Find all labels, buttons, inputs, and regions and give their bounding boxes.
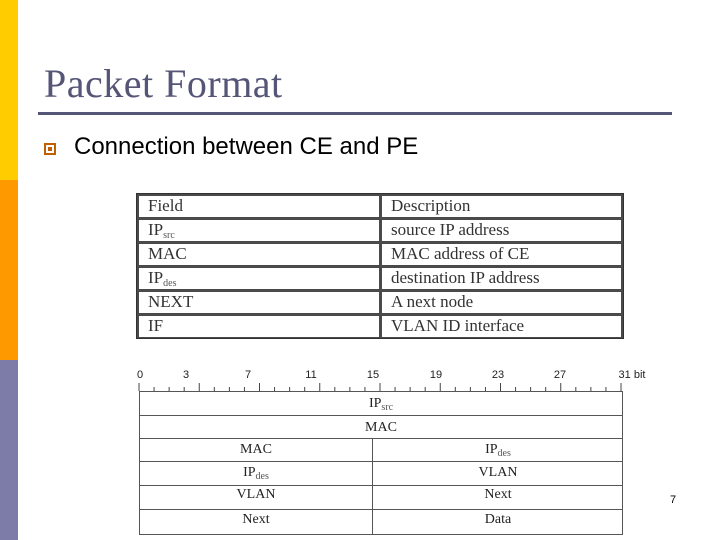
description-cell: VLAN ID interface <box>382 316 621 337</box>
packet-row-border <box>139 461 623 462</box>
description-cell: A next node <box>382 292 621 313</box>
bit-label: 15 <box>366 369 380 381</box>
table-row <box>139 292 621 313</box>
field-cell: MAC <box>139 244 379 265</box>
header-description: Description <box>382 196 621 217</box>
description-cell: destination IP address <box>382 268 621 289</box>
table-header-row <box>139 196 621 217</box>
slide-title: Packet Format <box>44 61 283 106</box>
field-table <box>136 193 624 339</box>
packet-row-border <box>139 415 623 416</box>
packet-row-border <box>139 391 623 392</box>
packet-field-ipdes: $IP_{des}$ <box>243 465 269 482</box>
packet-field-vlan: VLAN <box>236 487 276 502</box>
accent-bar-yellow <box>0 0 18 180</box>
packet-left-border <box>139 391 140 535</box>
accent-bar-purple <box>0 360 18 540</box>
bit-label: 19 <box>429 369 443 381</box>
table-row <box>139 220 621 241</box>
packet-field-next: Next <box>484 487 512 502</box>
packet-diagram <box>139 391 623 535</box>
square-bullet-icon <box>44 143 56 155</box>
field-cell: IF <box>139 316 379 337</box>
description-cell: source IP address <box>382 220 621 241</box>
bit-label: 11 <box>305 369 317 381</box>
field-cell: $IP_{des}$ <box>139 268 379 289</box>
table-row <box>139 244 621 265</box>
field-cell: $IP_{src}$ <box>139 220 379 241</box>
bit-label: 31 bit <box>618 369 646 381</box>
packet-row-border <box>139 438 623 439</box>
field-cell: NEXT <box>139 292 379 313</box>
bit-ruler-ticks <box>138 383 622 391</box>
packet-field-vlan: VLAN <box>478 465 518 480</box>
description-cell: MAC address of CE <box>382 244 621 265</box>
title-underline <box>38 112 672 115</box>
packet-half-divider <box>372 438 373 535</box>
packet-row-border <box>139 534 623 535</box>
bit-label: 3 <box>182 369 190 381</box>
page-number: 7 <box>670 494 677 506</box>
packet-row-border <box>139 509 623 510</box>
bit-label: 27 <box>553 369 567 381</box>
table-row <box>139 268 621 289</box>
packet-right-border <box>622 391 623 535</box>
bit-label: 7 <box>244 369 252 381</box>
bit-label: 23 <box>491 369 505 381</box>
packet-field-next: Next <box>242 512 270 527</box>
bullet-text: Connection between CE and PE <box>74 133 419 160</box>
packet-field-mac: MAC <box>365 420 397 435</box>
packet-field-ipsrc: $IP_{src}$ <box>368 396 394 413</box>
packet-field-data: Data <box>484 512 512 527</box>
table-row <box>139 316 621 337</box>
bit-label: 0 <box>136 369 144 381</box>
bullet-item <box>44 133 418 161</box>
packet-field-mac: MAC <box>240 442 272 457</box>
packet-field-ipdes: $IP_{des}$ <box>485 442 511 459</box>
header-field: Field <box>139 196 379 217</box>
packet-row-border <box>139 485 623 486</box>
accent-bar-orange <box>0 180 18 360</box>
